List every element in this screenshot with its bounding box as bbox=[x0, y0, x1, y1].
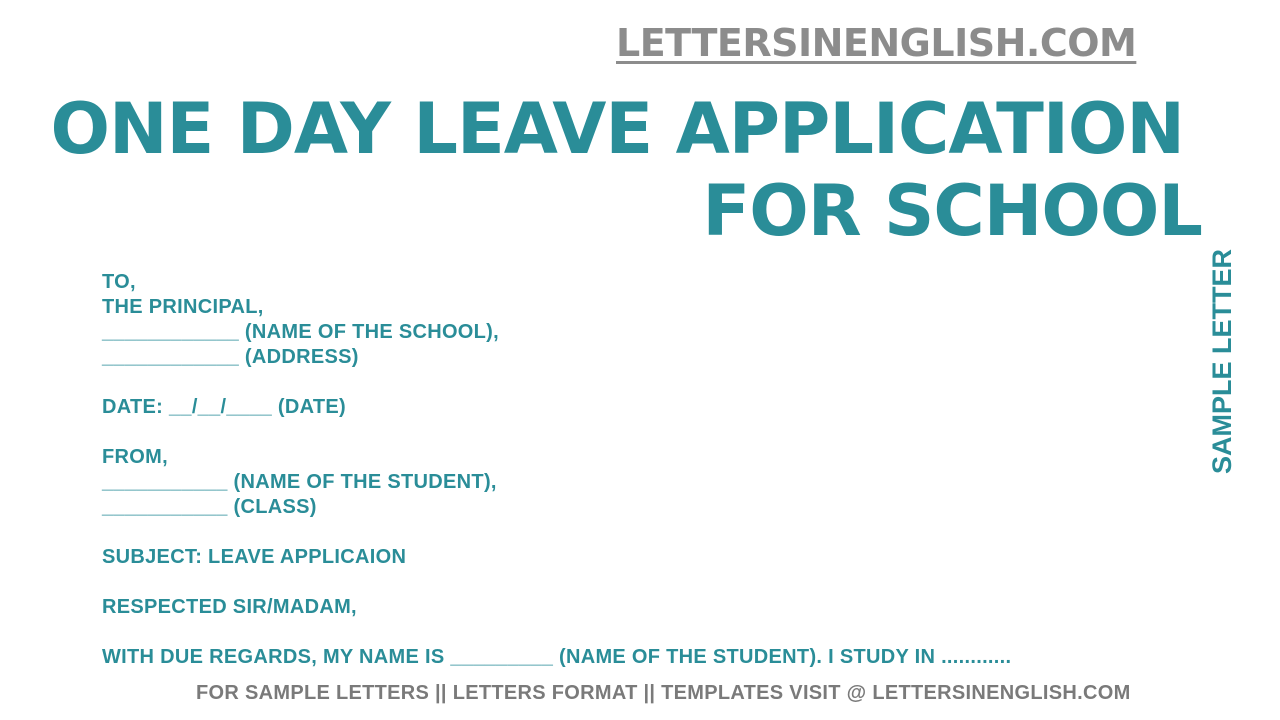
spacer bbox=[102, 420, 1011, 445]
letter-to: TO, bbox=[102, 271, 136, 293]
letter-body bbox=[102, 270, 1011, 670]
letter-school-name: ____________ (NAME OF THE SCHOOL), bbox=[102, 321, 499, 343]
site-url-heading: LETTERSINENGLISH.COM bbox=[616, 21, 1137, 65]
spacer bbox=[102, 620, 1011, 645]
title-line-2: FOR SCHOOL bbox=[702, 170, 1202, 252]
letter-from: FROM, bbox=[102, 446, 168, 468]
letter-salutation: RESPECTED SIR/MADAM, bbox=[102, 596, 357, 618]
letter-subject: SUBJECT: LEAVE APPLICAION bbox=[102, 546, 407, 568]
spacer bbox=[102, 520, 1011, 545]
letter-body-text: WITH DUE REGARDS, MY NAME IS _________ (NAME OF THE STUDENT). I STUDY IN ............ bbox=[102, 646, 1012, 668]
side-label: SAMPLE LETTER bbox=[1207, 248, 1237, 474]
letter-student-name: ___________ (NAME OF THE STUDENT), bbox=[102, 471, 497, 493]
spacer bbox=[102, 570, 1011, 595]
letter-school-address: ____________ (ADDRESS) bbox=[102, 346, 359, 368]
footer-banner: FOR SAMPLE LETTERS || LETTERS FORMAT || TEMPLATES VISIT @ LETTERSINENGLISH.COM bbox=[196, 682, 1131, 704]
letter-student-class: ___________ (CLASS) bbox=[102, 496, 317, 518]
letter-principal: THE PRINCIPAL, bbox=[102, 296, 264, 318]
letter-date: DATE: __/__/____ (DATE) bbox=[102, 396, 347, 418]
title-line-1: ONE DAY LEAVE APPLICATION bbox=[50, 88, 1184, 170]
spacer bbox=[102, 370, 1011, 395]
page-title bbox=[50, 88, 1202, 252]
